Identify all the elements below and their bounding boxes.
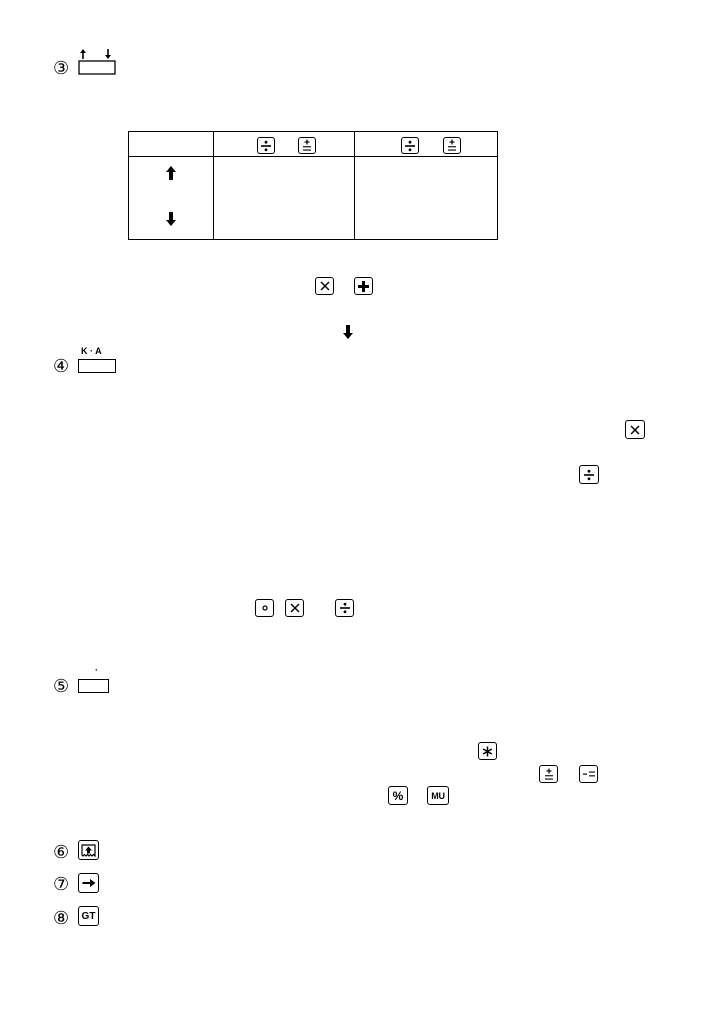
plus-minus-equal-key-icon [298, 137, 316, 154]
grand-total-key-icon[interactable] [78, 906, 99, 926]
item-number-5: ⑤ [53, 676, 70, 696]
rounding-table [128, 131, 498, 240]
table-cell-col-1 [214, 157, 355, 240]
plus-key-icon [354, 277, 373, 295]
decimal-selector-icon[interactable] [78, 679, 109, 693]
item-number-4: ④ [53, 356, 70, 376]
item-number-7: ⑦ [53, 874, 70, 894]
percent-key-icon [388, 786, 408, 805]
grand-total-key-label: GT [81, 910, 96, 922]
ka-switch-label: K · A [81, 346, 102, 356]
divide-key-icon [335, 599, 354, 617]
multiply-key-icon [315, 277, 334, 295]
decimal-point-key-icon [255, 599, 274, 617]
paper-feed-key-icon[interactable] [78, 840, 99, 860]
rounding-switch-icon[interactable] [78, 47, 116, 75]
multiply-key-icon [625, 420, 645, 439]
table-header-col-2 [355, 132, 498, 157]
multiply-key-icon [285, 599, 304, 617]
table-row-arrows [129, 157, 214, 240]
divide-key-icon [401, 137, 419, 154]
table-header-col-1 [214, 132, 355, 157]
round-up-arrow-icon [166, 166, 176, 180]
decimal-marker: · [95, 665, 98, 675]
item-number-3: ③ [53, 58, 70, 78]
markup-key-label: MU [431, 790, 445, 801]
table-header-empty [129, 132, 214, 157]
plus-minus-equal-key-icon [443, 137, 461, 154]
divide-key-icon [257, 137, 275, 154]
plus-minus-equal-key-icon [539, 765, 558, 783]
constant-add-mode-switch-icon[interactable] [78, 359, 116, 373]
markup-key-icon [427, 786, 449, 805]
item-number-6: ⑥ [53, 842, 70, 862]
divide-key-icon [579, 465, 599, 484]
minus-equal-key-icon [579, 765, 598, 783]
percent-key-label: % [392, 788, 404, 803]
table-cell-col-2 [355, 157, 498, 240]
rounding-switch-graphic [78, 47, 116, 75]
right-shift-key-icon[interactable] [78, 873, 99, 893]
item-number-8: ⑧ [53, 908, 70, 928]
asterisk-key-icon [478, 742, 497, 760]
round-down-arrow-icon [166, 212, 176, 226]
down-arrow-icon [343, 325, 353, 339]
